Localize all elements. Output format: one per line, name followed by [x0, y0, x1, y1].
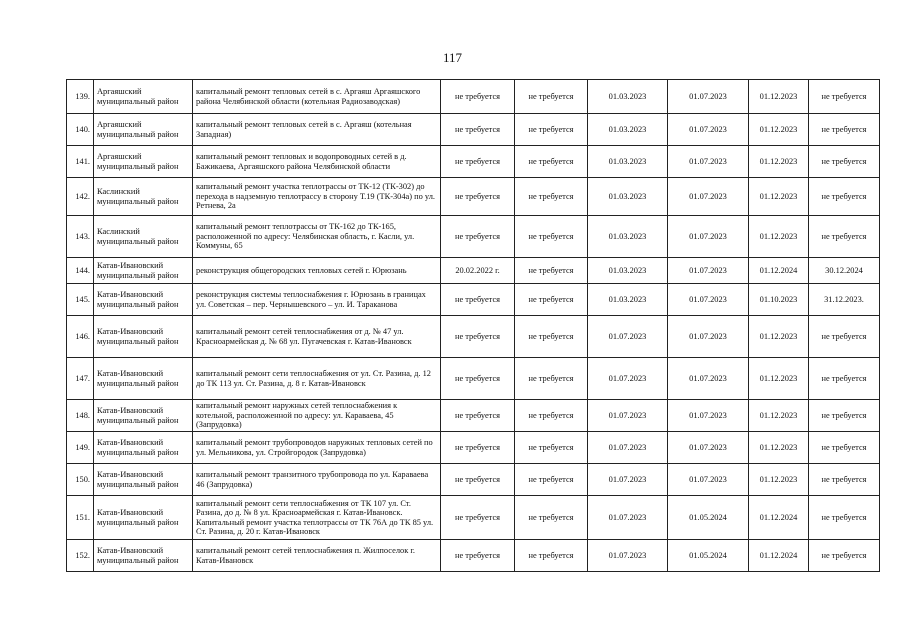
row-number-cell: 146.: [67, 316, 94, 358]
district-cell: Каслинский муниципальный район: [94, 178, 193, 216]
status-cell-2: не требуется: [515, 284, 588, 316]
description-cell: капитальный ремонт тепловых сетей в с. Аргаяш (котельная Западная): [193, 114, 441, 146]
status-cell-1: 20.02.2022 г.: [441, 258, 515, 284]
date-cell-1: 01.07.2023: [588, 400, 668, 432]
status-cell-1: не требуется: [441, 178, 515, 216]
status-cell-3: не требуется: [809, 178, 880, 216]
table-row: [67, 358, 880, 400]
date-cell-3: 01.12.2023: [749, 80, 809, 114]
status-cell-1: не требуется: [441, 80, 515, 114]
status-cell-3: не требуется: [809, 464, 880, 496]
status-cell-1: не требуется: [441, 496, 515, 540]
status-cell-3: не требуется: [809, 540, 880, 572]
status-cell-3: не требуется: [809, 432, 880, 464]
status-cell-1: не требуется: [441, 540, 515, 572]
date-cell-3: 01.12.2024: [749, 496, 809, 540]
date-cell-1: 01.03.2023: [588, 80, 668, 114]
status-cell-3: не требуется: [809, 316, 880, 358]
status-cell-1: не требуется: [441, 316, 515, 358]
date-cell-2: 01.07.2023: [668, 114, 749, 146]
status-cell-2: не требуется: [515, 80, 588, 114]
status-cell-1: не требуется: [441, 216, 515, 258]
date-cell-3: 01.12.2024: [749, 258, 809, 284]
description-cell: капитальный ремонт сетей теплоснабжения п. Жилпоселок г. Катав-Ивановск: [193, 540, 441, 572]
district-cell: Катав-Ивановский муниципальный район: [94, 284, 193, 316]
date-cell-1: 01.07.2023: [588, 540, 668, 572]
description-cell: капитальный ремонт тепловых сетей в с. Аргаяш Аргаяшского района Челябинской области (котельная Радиозаводская): [193, 80, 441, 114]
status-cell-3: не требуется: [809, 216, 880, 258]
date-cell-1: 01.03.2023: [588, 114, 668, 146]
row-number-cell: 147.: [67, 358, 94, 400]
status-cell-2: не требуется: [515, 146, 588, 178]
table-row: [67, 216, 880, 258]
table-row: [67, 258, 880, 284]
table-row: [67, 540, 880, 572]
status-cell-2: не требуется: [515, 358, 588, 400]
date-cell-3: 01.12.2023: [749, 358, 809, 400]
date-cell-3: 01.12.2023: [749, 316, 809, 358]
table-row: [67, 80, 880, 114]
status-cell-2: не требуется: [515, 496, 588, 540]
row-number-cell: 143.: [67, 216, 94, 258]
date-cell-1: 01.03.2023: [588, 216, 668, 258]
date-cell-3: 01.12.2023: [749, 216, 809, 258]
description-cell: капитальный ремонт участка теплотрассы от ТК-12 (ТК-302) до перехода в надземную теплотрассу в сторону Т.19 (ТК-304а) по ул. Ретнева, 2а: [193, 178, 441, 216]
status-cell-3: 31.12.2023.: [809, 284, 880, 316]
district-cell: Катав-Ивановский муниципальный район: [94, 358, 193, 400]
district-cell: Каслинский муниципальный район: [94, 216, 193, 258]
date-cell-3: 01.12.2023: [749, 400, 809, 432]
date-cell-3: 01.12.2023: [749, 464, 809, 496]
date-cell-1: 01.03.2023: [588, 146, 668, 178]
status-cell-3: не требуется: [809, 358, 880, 400]
date-cell-1: 01.07.2023: [588, 464, 668, 496]
table-row: [67, 114, 880, 146]
page-number: 117: [442, 50, 463, 65]
description-cell: капитальный ремонт наружных сетей теплоснабжения к котельной, расположенной по адресу: ул. Караваева, 45 (Запрудовка): [193, 400, 441, 432]
date-cell-1: 01.07.2023: [588, 316, 668, 358]
district-cell: Катав-Ивановский муниципальный район: [94, 316, 193, 358]
district-cell: Катав-Ивановский муниципальный район: [94, 540, 193, 572]
table-row: [67, 146, 880, 178]
date-cell-1: 01.03.2023: [588, 178, 668, 216]
row-number-cell: 148.: [67, 400, 94, 432]
row-number-cell: 145.: [67, 284, 94, 316]
date-cell-2: 01.07.2023: [668, 400, 749, 432]
date-cell-1: 01.03.2023: [588, 258, 668, 284]
date-cell-2: 01.07.2023: [668, 432, 749, 464]
date-cell-2: 01.05.2024: [668, 540, 749, 572]
date-cell-2: 01.07.2023: [668, 178, 749, 216]
date-cell-3: 01.12.2023: [749, 432, 809, 464]
row-number-cell: 151.: [67, 496, 94, 540]
table-row: [67, 432, 880, 464]
description-cell: капитальный ремонт трубопроводов наружных тепловых сетей по ул. Мельникова, ул. Стройгородок (Запрудовка): [193, 432, 441, 464]
status-cell-1: не требуется: [441, 464, 515, 496]
status-cell-3: не требуется: [809, 80, 880, 114]
table-row: [67, 496, 880, 540]
status-cell-1: не требуется: [441, 146, 515, 178]
district-cell: Аргаяшский муниципальный район: [94, 80, 193, 114]
date-cell-1: 01.07.2023: [588, 432, 668, 464]
description-cell: капитальный ремонт сети теплоснабжения от ТК 107 ул. Ст. Разина, до д. № 8 ул. Красноармейская г. Катав-Ивановск. Капитальный ремонт участка теплотрассы от ТК 76А до ТК 85 ул. Ст. Разина, д. 20 г. Катав-Ивановск: [193, 496, 441, 540]
table-row: [67, 178, 880, 216]
date-cell-3: 01.12.2023: [749, 178, 809, 216]
description-cell: капитальный ремонт сетей теплоснабжения от д. № 47 ул. Красноармейская д. № 68 ул. Пугачевская г. Катав-Ивановск: [193, 316, 441, 358]
row-number-cell: 141.: [67, 146, 94, 178]
district-cell: Катав-Ивановский муниципальный район: [94, 400, 193, 432]
description-cell: реконструкция системы теплоснабжения г. Юрюзань в границах ул. Советская – пер. Чернышевского – ул. И. Тараканова: [193, 284, 441, 316]
status-cell-1: не требуется: [441, 114, 515, 146]
status-cell-2: не требуется: [515, 178, 588, 216]
date-cell-2: 01.07.2023: [668, 80, 749, 114]
description-cell: капитальный ремонт теплотрассы от ТК-162 до ТК-165, расположенной по адресу: Челябинская область, г. Касли, ул. Коммуны, 65: [193, 216, 441, 258]
status-cell-3: не требуется: [809, 146, 880, 178]
status-cell-3: не требуется: [809, 400, 880, 432]
table-row: [67, 464, 880, 496]
status-cell-2: не требуется: [515, 316, 588, 358]
description-cell: капитальный ремонт сети теплоснабжения от ул. Ст. Разина, д. 12 до ТК 113 ул. Ст. Разина, д. 8 г. Катав-Ивановск: [193, 358, 441, 400]
row-number-cell: 152.: [67, 540, 94, 572]
status-cell-2: не требуется: [515, 432, 588, 464]
status-cell-3: 30.12.2024: [809, 258, 880, 284]
description-cell: капитальный ремонт тепловых и водопроводных сетей в д. Бажикаева, Аргаяшского района Челябинской области: [193, 146, 441, 178]
date-cell-3: 01.12.2023: [749, 114, 809, 146]
district-cell: Катав-Ивановский муниципальный район: [94, 432, 193, 464]
row-number-cell: 144.: [67, 258, 94, 284]
district-cell: Катав-Ивановский муниципальный район: [94, 496, 193, 540]
district-cell: Катав-Ивановский муниципальный район: [94, 258, 193, 284]
projects-table: [66, 79, 880, 572]
status-cell-2: не требуется: [515, 540, 588, 572]
row-number-cell: 139.: [67, 80, 94, 114]
date-cell-3: 01.12.2024: [749, 540, 809, 572]
status-cell-2: не требуется: [515, 114, 588, 146]
district-cell: Аргаяшский муниципальный район: [94, 114, 193, 146]
date-cell-2: 01.07.2023: [668, 464, 749, 496]
description-cell: реконструкция общегородских тепловых сетей г. Юрюзань: [193, 258, 441, 284]
date-cell-3: 01.10.2023: [749, 284, 809, 316]
status-cell-1: не требуется: [441, 358, 515, 400]
status-cell-2: не требуется: [515, 258, 588, 284]
table-row: [67, 284, 880, 316]
status-cell-2: не требуется: [515, 216, 588, 258]
date-cell-2: 01.07.2023: [668, 146, 749, 178]
row-number-cell: 140.: [67, 114, 94, 146]
status-cell-1: не требуется: [441, 432, 515, 464]
date-cell-2: 01.07.2023: [668, 358, 749, 400]
status-cell-1: не требуется: [441, 284, 515, 316]
table-row: [67, 400, 880, 432]
district-cell: Аргаяшский муниципальный район: [94, 146, 193, 178]
status-cell-3: не требуется: [809, 496, 880, 540]
district-cell: Катав-Ивановский муниципальный район: [94, 464, 193, 496]
status-cell-2: не требуется: [515, 400, 588, 432]
date-cell-3: 01.12.2023: [749, 146, 809, 178]
date-cell-1: 01.07.2023: [588, 496, 668, 540]
status-cell-1: не требуется: [441, 400, 515, 432]
table-row: [67, 316, 880, 358]
date-cell-2: 01.07.2023: [668, 216, 749, 258]
description-cell: капитальный ремонт транзитного трубопровода по ул. Караваева 46 (Запрудовка): [193, 464, 441, 496]
status-cell-3: не требуется: [809, 114, 880, 146]
row-number-cell: 150.: [67, 464, 94, 496]
date-cell-1: 01.03.2023: [588, 284, 668, 316]
date-cell-1: 01.07.2023: [588, 358, 668, 400]
date-cell-2: 01.07.2023: [668, 316, 749, 358]
row-number-cell: 142.: [67, 178, 94, 216]
date-cell-2: 01.07.2023: [668, 258, 749, 284]
table-body: [67, 80, 880, 572]
row-number-cell: 149.: [67, 432, 94, 464]
date-cell-2: 01.05.2024: [668, 496, 749, 540]
status-cell-2: не требуется: [515, 464, 588, 496]
date-cell-2: 01.07.2023: [668, 284, 749, 316]
